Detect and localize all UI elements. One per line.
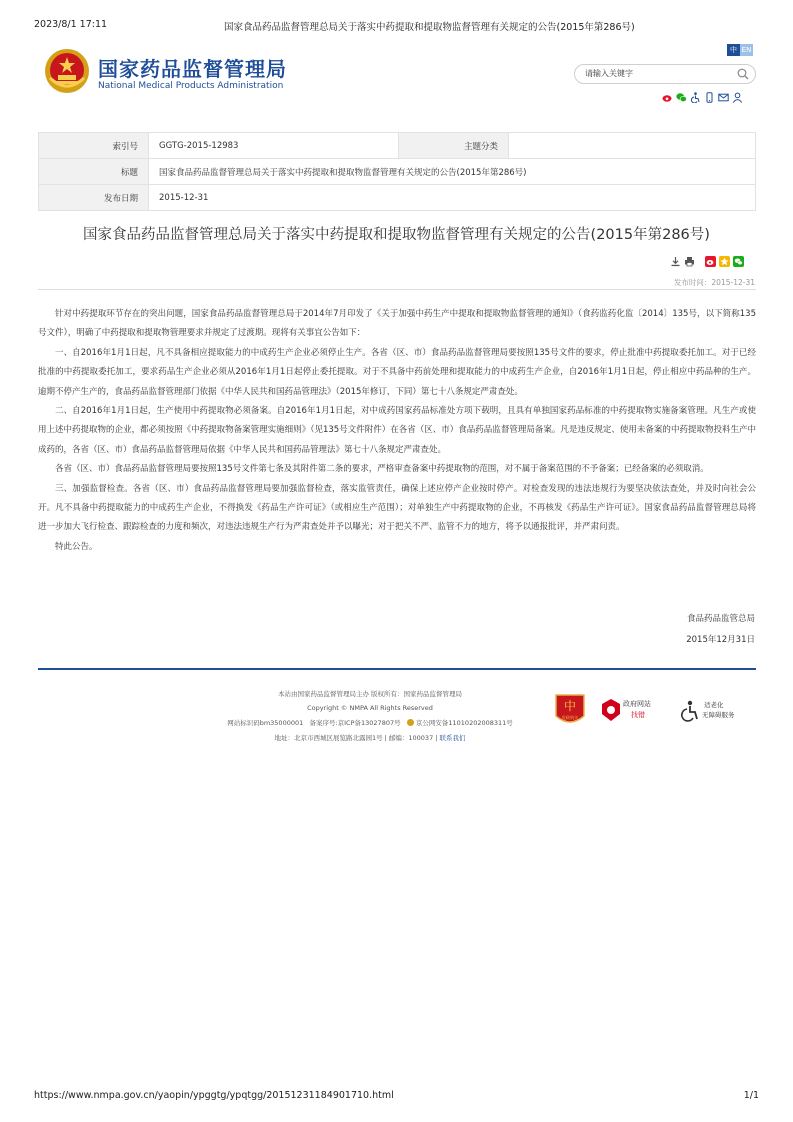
- print-datetime: 2023/8/1 17:11: [34, 19, 108, 30]
- footer-address: [200, 733, 540, 742]
- party-badge-label: 党政机关: [561, 715, 579, 720]
- search-icon[interactable]: [737, 68, 749, 80]
- date-label: 发布日期: [39, 185, 149, 211]
- lang-en-button[interactable]: EN: [741, 46, 752, 54]
- print-header: [34, 19, 759, 33]
- title-value: 国家食品药品监督管理总局关于落实中药提取和提取物监督管理有关规定的公告(2015年第286号): [149, 159, 756, 185]
- paragraph: 一、自2016年1月1日起，凡不具备相应提取能力的中成药生产企业必须停止生产。各省（区、市）食品药品监督管理局要按照135号文件的要求，停止批准中药提取委托加工。对于已经批准的中药提取委托加工，要求药品生产企业必须从2016年1月1日起停止委托提取。对于不具备中药前处理和提取能力的中成药生产企业，自2016年1月1日起，停止相应中药品种的生产。逾期不停产生产的，食品药品监督管理部门依据《中华人民共和国药品管理法》（2015年修订，下同）第七十八条规定严肃查处。: [38, 347, 756, 397]
- paragraph: 三、加强监督检查。各省（区、市）食品药品监督管理局要加强监督检查，落实监管责任，确保上述应停产企业按时停产。对检查发现的违法违规行为要坚决依法查处，并及时向社会公开。凡不具备中药提取能力的中成药生产企业，不得换发《药品生产许可证》（或相应生产范围）；对单独生产中药提取物的企业，不再核发《药品生产许可证》。国家食品药品监督管理总局将进一步加大飞行检查、跟踪检查的力度和频次，对违法违规生产行为严肃查处并予以曝光；对于把关不严、监管不力的地方，将予以通报批评，并严肃问责。: [38, 483, 756, 533]
- paragraph: 特此公告。: [55, 541, 98, 552]
- metadata-row: [39, 185, 756, 211]
- category-label: 主题分类: [399, 133, 509, 159]
- svg-text:中: 中: [563, 699, 577, 713]
- index-label: 索引号: [39, 133, 149, 159]
- metadata-row: [39, 133, 756, 159]
- share-qzone-icon[interactable]: [719, 252, 730, 263]
- lang-zh-button[interactable]: 中: [727, 44, 740, 56]
- accessibility-label: 无障碍服务: [702, 711, 735, 719]
- mobile-icon[interactable]: [704, 88, 715, 99]
- find-error-label: 找错: [631, 711, 645, 719]
- gov-site-label: 政府网站: [623, 700, 651, 708]
- signature-date: 2015年12月31日: [686, 635, 755, 645]
- divider: [38, 289, 756, 290]
- index-value: GGTG-2015-12983: [149, 133, 399, 159]
- article-title: 国家食品药品监督管理总局关于落实中药提取和提取物监督管理有关规定的公告(2015年第286号): [83, 227, 710, 243]
- site-code: 网站标识码bm35000001: [227, 719, 304, 727]
- print-footer: [34, 1090, 759, 1104]
- user-icon[interactable]: [732, 88, 743, 99]
- age-friendly-label: 适老化: [704, 701, 724, 709]
- icp-link[interactable]: 备案序号:京ICP备13027807号: [309, 719, 401, 727]
- article-body: [38, 305, 756, 557]
- weibo-icon[interactable]: [662, 88, 673, 99]
- title-label: 标题: [39, 159, 149, 185]
- footer-sponsor: 本站由国家药品监督管理局主办 版权所有：国家药品监督管理局: [277, 690, 463, 698]
- print-doc-title: 国家食品药品监督管理总局关于落实中药提取和提取物监督管理有关规定的公告(2015年第286号): [224, 22, 635, 33]
- mail-icon[interactable]: [718, 88, 729, 99]
- party-gov-badge-icon[interactable]: [554, 692, 586, 728]
- paragraph: 各省（区、市）食品药品监督管理局要按照135号文件第七条及其附件第二条的要求，严格审查备案中药提取物的范围，对不属于备案范围的不予备案；已经备案的必须取消。: [55, 464, 709, 475]
- footer-divider: [38, 668, 756, 670]
- print-icon[interactable]: [684, 252, 695, 263]
- site-name-en: National Medical Products Administration: [98, 81, 284, 91]
- page-number: 1/1: [743, 1090, 759, 1101]
- metadata-table: [38, 132, 756, 211]
- page-url: https://www.nmpa.gov.cn/yaopin/ypggtg/ypqtgg/20151231184901710.html: [34, 1090, 394, 1101]
- wheelchair-icon: [680, 700, 700, 722]
- publish-time: 发布时间：2015-12-31: [673, 278, 755, 287]
- police-badge-icon: [407, 719, 414, 726]
- signature-org: 食品药品监管总局: [686, 614, 755, 624]
- language-toggle: [727, 44, 753, 56]
- wechat-icon[interactable]: [676, 88, 687, 99]
- gov-site-error-badge[interactable]: [601, 696, 661, 724]
- contact-link[interactable]: 联系我们: [439, 734, 466, 742]
- category-value: [509, 133, 756, 159]
- footer-registration: [200, 718, 540, 727]
- article-action-icons: [670, 252, 744, 263]
- paragraph: 二、自2016年1月1日起，生产使用中药提取物必须备案。自2016年1月1日起，对中成药国家药品标准处方项下载明，且具有单独国家药品标准的中药提取物实施备案管理。凡生产或使用上述中药提取物的企业，都必须按照《中药提取物备案管理实施细则》（见135号文件附件）在各省（区、市）食品药品监督管理局备案。凡是违反规定、使用未备案的中药提取物投料生产中成药的，各省（区、市）食品药品监督管理局依据《中华人民共和国药品管理法》第七十八条规定严肃查处。: [38, 406, 756, 455]
- paragraph: 针对中药提取环节存在的突出问题，国家食品药品监督管理总局于2014年7月印发了《关于加强中药生产中提取和提取物监督管理的通知》（食药监药化监〔2014〕135号，以下简称135号文件），明确了中药提取和提取物管理要求并规定了过渡期。现将有关事宜公告如下：: [38, 309, 756, 339]
- footer-copyright: Copyright © NMPA All Rights Reserved: [307, 704, 433, 712]
- metadata-row: [39, 159, 756, 185]
- accessibility-icon[interactable]: [690, 88, 701, 99]
- accessibility-service-badge[interactable]: [680, 698, 752, 724]
- public-security-link[interactable]: 京公网安备11010202008311号: [415, 719, 513, 727]
- date-value: 2015-12-31: [149, 185, 756, 211]
- site-name-cn[interactable]: 国家药品监督管理局: [98, 57, 287, 81]
- search-input[interactable]: 请输入关键字: [585, 69, 633, 78]
- address-text: 地址：北京市西城区展览路北露园1号 | 邮编：100037 |: [274, 734, 438, 742]
- search-box[interactable]: [574, 64, 756, 84]
- header-tool-icons: [662, 88, 743, 99]
- share-weibo-icon[interactable]: [705, 252, 716, 263]
- share-wechat-icon[interactable]: [733, 252, 744, 263]
- download-icon[interactable]: [670, 252, 681, 263]
- gov-site-logo-icon: [601, 698, 621, 722]
- national-emblem-logo[interactable]: [44, 48, 90, 94]
